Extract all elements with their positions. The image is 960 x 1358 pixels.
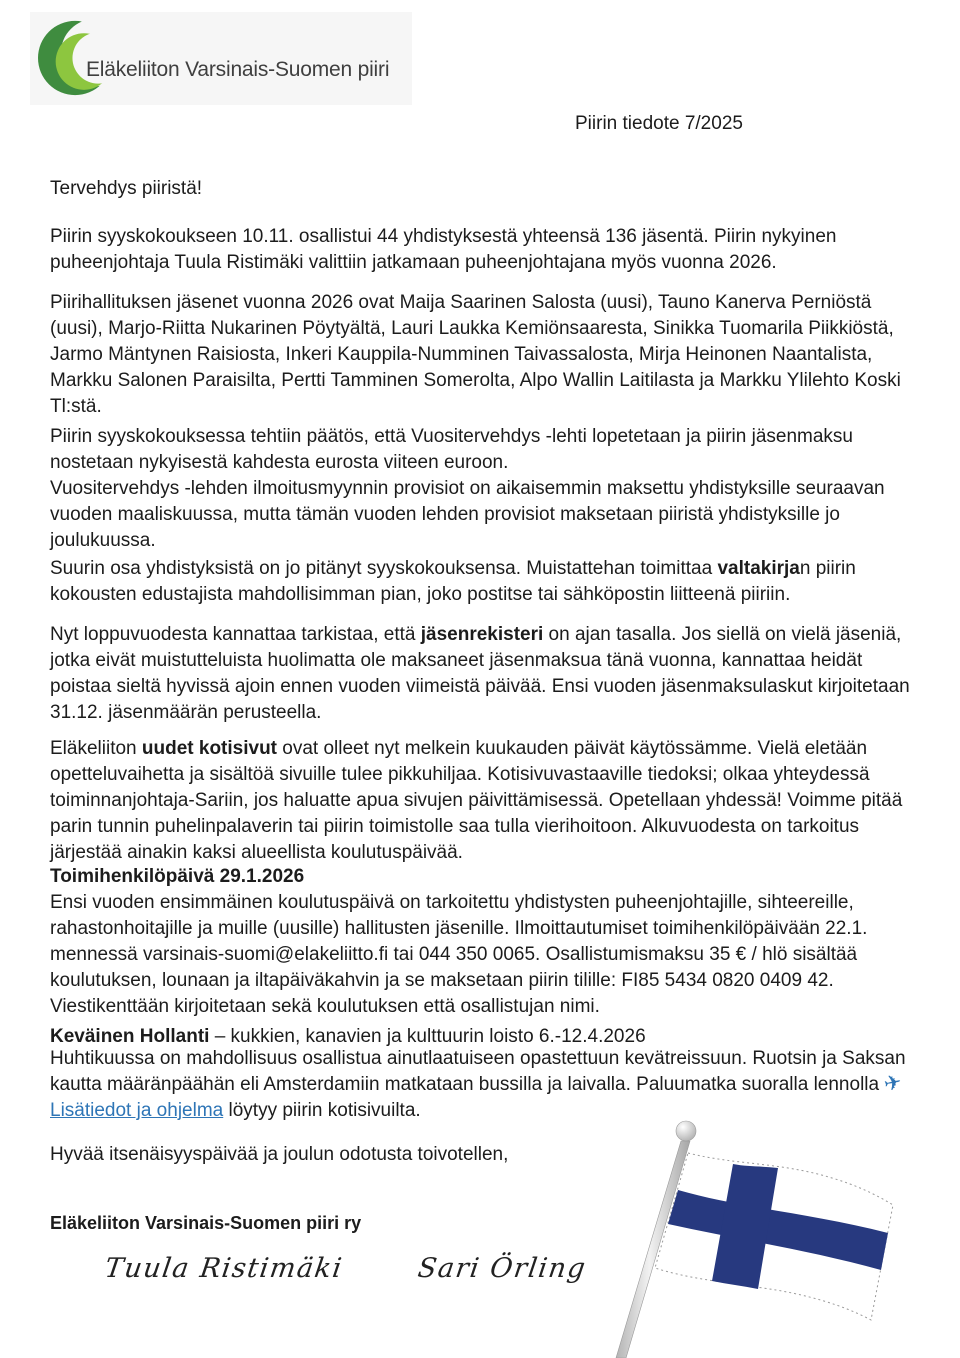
holland-heading-bold: Keväinen Hollanti xyxy=(50,1026,210,1047)
page-title: Piirin tiedote 7/2025 xyxy=(575,113,743,134)
paragraph-proxy-text-end: n piirin kokousten edustajista mahdollisimman pian, joko postitse tai sähköpostin liitteenä piiriin. xyxy=(50,558,856,605)
paragraph-proxy xyxy=(50,556,918,608)
finnish-flag-icon xyxy=(600,1108,960,1358)
training-day-paragraph: Ensi vuoden ensimmäinen koulutuspäivä on tarkoitettu yhdistysten puheenjohtajille, sihteereille, rahastonhoitajille ja muille (uusille) hallitusten jäsenille. Ilmoittautumiset toimihenkilöpäivään 22.1. mennessä varsinais-suomi@elakeliitto.fi tai 044 350 0065. Osallistumismaksu 35 € / hlö sisältää koulutuksen, lounaan ja iltapäiväkahvin ja se maksetaan piirin tilille: FI85 5434 0820 0409 42. Viestikenttään kirjoitetaan sekä koulutuksen että osallistujan nimi. xyxy=(50,892,868,1017)
link-suffix-text: löytyy piirin kotisivuilta. xyxy=(223,1100,421,1121)
paragraph-website xyxy=(50,736,918,866)
finnish-flag-image xyxy=(600,1108,960,1358)
holland-heading-rest: – kukkien, kanavien ja kulttuurin loisto 6.-12.4.2026 xyxy=(209,1026,646,1047)
signature-director: Sari Örling xyxy=(415,1253,589,1284)
signature-chair: Tuula Ristimäki xyxy=(102,1253,345,1284)
greeting: Tervehdys piiristä! xyxy=(50,178,203,199)
training-day-heading: Toimihenkilöpäivä 29.1.2026 xyxy=(50,866,305,887)
paragraph-decision-line1: Piirin syyskokouksessa tehtiin päätös, että Vuositervehdys -lehti lopetetaan ja piirin jäsenmaksu nostetaan nykyisestä kahdesta eurosta viiteen euroon. xyxy=(50,426,853,473)
proxy-bold-word: valtakirja xyxy=(717,558,800,579)
paragraph-meeting: Piirin syyskokoukseen 10.11. osallistui 44 yhdistyksestä yhteensä 136 jäsentä. Piirin nykyinen puheenjohtaja Tuula Ristimäki valittiin jatkamaan puheenjohtajana myös vuonna 2026. xyxy=(50,226,837,273)
org-signature-line: Eläkeliiton Varsinais-Suomen piiri ry xyxy=(50,1213,362,1233)
more-info-link[interactable]: Lisätiedot ja ohjelma xyxy=(50,1100,224,1121)
website-bold-words: uudet kotisivut xyxy=(141,738,278,759)
airplane-icon: ✈ xyxy=(882,1069,905,1097)
holland-trip-text: Huhtikuussa on mahdollisuus osallistua ainutlaatuiseen opastettuun kevätreissuun. Ruotsin ja Saksan kautta määränpäähän eli Amsterdamiin matkataan bussilla ja laivalla. Paluumatka suoralla lennolla xyxy=(50,1048,906,1095)
paragraph-board-members: Piirihallituksen jäsenet vuonna 2026 ovat Maija Saarinen Salosta (uusi), Tauno Kanerva Perniöstä (uusi), Marjo-Riitta Nukarinen Pöytyältä, Lauri Laukka Kemiönsaaresta, Sinikka Tuomarila Piikkiöstä, Jarmo Mäntynen Raisiosta, Inkeri Kauppila-Numminen Taivassalosta, Mirja Heinonen Naantalista, Markku Salonen Paraisilta, Pertti Tamminen Somerolta, Alpo Wallin Laitilasta ja Markku Ylilehto Koski Tl:stä. xyxy=(50,292,901,417)
paragraph-register xyxy=(50,622,918,726)
org-logo xyxy=(30,12,412,105)
paragraph-register-text: Nyt loppuvuodesta kannattaa tarkistaa, että xyxy=(50,624,421,645)
farewell-line: Hyvää itsenäisyyspäivää ja joulun odotusta toivotellen, xyxy=(50,1144,509,1165)
paragraph-website-text: Eläkeliiton xyxy=(50,738,142,759)
paragraph-website-text-end: ovat olleet nyt melkein kuukauden päivät käytössämme. Vielä eletään opetteluvaihetta ja sisältöä sivuille tulee pikkuhiljaa. Kotisivuvastaaville tiedoksi; olkaa yhteydessä toiminnanjohtaja-Sariin, jos haluatte apua sivujen päivittämisessä. Opetellaan yhdessä! Voimme pitää parin tunnin puhelinpalaverin tai piirin toimistolle saa tulla vierihoitoon. Alkuvuodesta on tarkoitus järjestää ainakin kaksi alueellista koulutuspäivää. xyxy=(50,738,903,863)
paragraph-decision xyxy=(50,424,918,554)
paragraph-decision-line2: Vuositervehdys -lehden ilmoitusmyynnin provisiot on aikaisemmin maksettu yhdistyksille seuraavan vuoden maaliskuussa, mutta tämän vuoden lehden provisiot maksetaan piiristä yhdistyksille jo joulukuussa. xyxy=(50,478,885,551)
paragraph-register-text-end: on ajan tasalla. Jos siellä on vielä jäseniä, jotka eivät muistutteluista huolimatta ole maksaneet jäsenmaksua tänä vuonna, kannattaa heidät poistaa sieltä hyvissä ajoin ennen vuoden viimeistä päivää. Ensi vuoden jäsenmaksulaskut kirjoitetaan 31.12. jäsenmäärän perusteella. xyxy=(50,624,910,723)
register-bold-word: jäsenrekisteri xyxy=(420,624,544,645)
flag-pole-ball xyxy=(676,1121,696,1141)
paragraph-proxy-text: Suurin osa yhdistyksistä on jo pitänyt syyskokouksensa. Muistattehan toimittaa xyxy=(50,558,718,579)
org-name: Eläkeliiton Varsinais-Suomen piiri xyxy=(86,58,390,81)
